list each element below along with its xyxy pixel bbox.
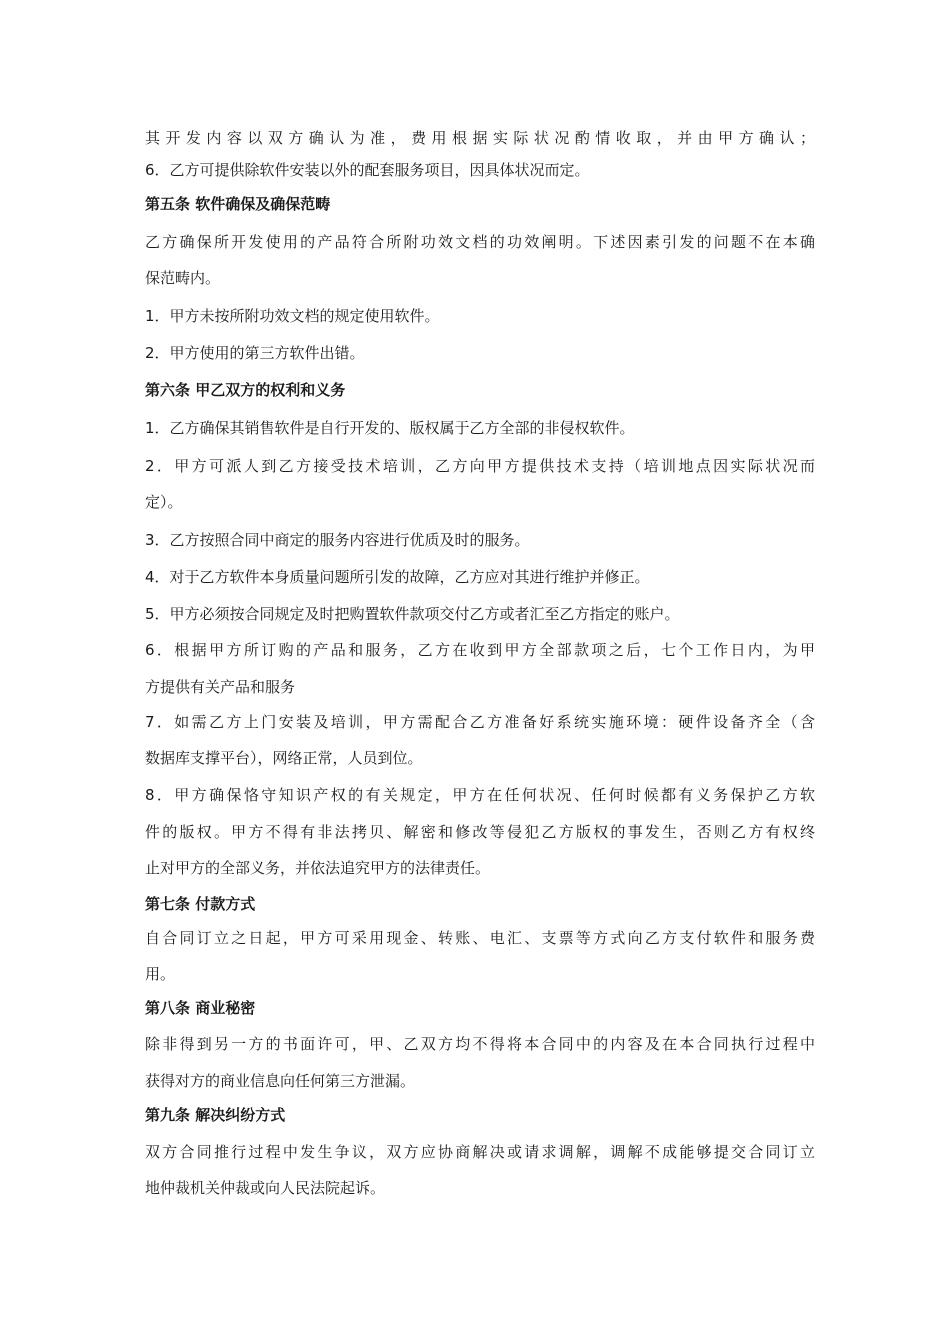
text-line: 自合同订立之日起，甲方可采用现金、转账、电汇、支票等方式向乙方支付软件和服务费 (145, 929, 815, 947)
text-line: 止对甲方的全部义务，并依法追究甲方的法律责任。 (145, 859, 491, 877)
text-line: 除非得到另一方的书面许可，甲、乙双方均不得将本合同中的内容及在本合同执行过程中 (145, 1035, 815, 1053)
text-line: 双方合同推行过程中发生争议，双方应协商解决或请求调解，调解不成能够提交合同订立 (145, 1143, 815, 1161)
section-heading: 第九条 解决纠纷方式 (145, 1106, 286, 1124)
list-item: 2．甲方使用的第三方软件出错。 (145, 344, 365, 362)
section-heading: 第七条 付款方式 (145, 895, 256, 913)
list-item: 3．乙方按照合同中商定的服务内容进行优质及时的服务。 (145, 531, 530, 549)
text-line: 定）。 (145, 493, 183, 511)
list-item: 1．乙方确保其销售软件是自行开发的、版权属于乙方全部的非侵权软件。 (145, 419, 635, 437)
section-heading: 第五条 软件确保及确保范畴 (145, 195, 331, 213)
text-line: 用。 (145, 965, 176, 983)
text-line: 其开发内容以双方确认为准，费用根据实际状况酌情收取，并由甲方确认； (145, 129, 815, 147)
text-line: 方提供有关产品和服务 (145, 678, 296, 696)
list-item: 7．如需乙方上门安装及培训，甲方需配合乙方准备好系统实施环境：硬件设备齐全（含 (145, 713, 815, 731)
text-line: 件的版权。甲方不得有非法拷贝、解密和修改等侵犯乙方版权的事发生，否则乙方有权终 (145, 823, 815, 841)
text-line: 乙方确保所开发使用的产品符合所附功效文档的功效阐明。下述因素引发的问题不在本确 (145, 233, 815, 251)
list-item: 2．甲方可派人到乙方接受技术培训，乙方向甲方提供技术支持（培训地点因实际状况而 (145, 457, 815, 475)
text-line: 获得对方的商业信息向任何第三方泄漏。 (145, 1072, 416, 1090)
list-item: 8．甲方确保恪守知识产权的有关规定，甲方在任何状况、任何时候都有义务保护乙方软 (145, 786, 815, 804)
section-heading: 第六条 甲乙双方的权利和义务 (145, 381, 346, 399)
list-item: 6．根据甲方所订购的产品和服务，乙方在收到甲方全部款项之后，七个工作日内，为甲 (145, 641, 815, 659)
text-line: 地仲裁机关仲裁或向人民法院起诉。 (145, 1179, 386, 1197)
list-item: 6．乙方可提供除软件安装以外的配套服务项目，因具体状况而定。 (145, 161, 590, 179)
text-line: 保范畴内。 (145, 269, 221, 287)
list-item: 4．对于乙方软件本身质量问题所引发的故障，乙方应对其进行维护并修正。 (145, 568, 650, 586)
list-item: 1．甲方未按所附功效文档的规定使用软件。 (145, 307, 440, 325)
section-heading: 第八条 商业秘密 (145, 999, 256, 1017)
list-item: 5．甲方必须按合同规定及时把购置软件款项交付乙方或者汇至乙方指定的账户。 (145, 605, 680, 623)
text-line: 数据库支撑平台），网络正常，人员到位。 (145, 749, 423, 767)
